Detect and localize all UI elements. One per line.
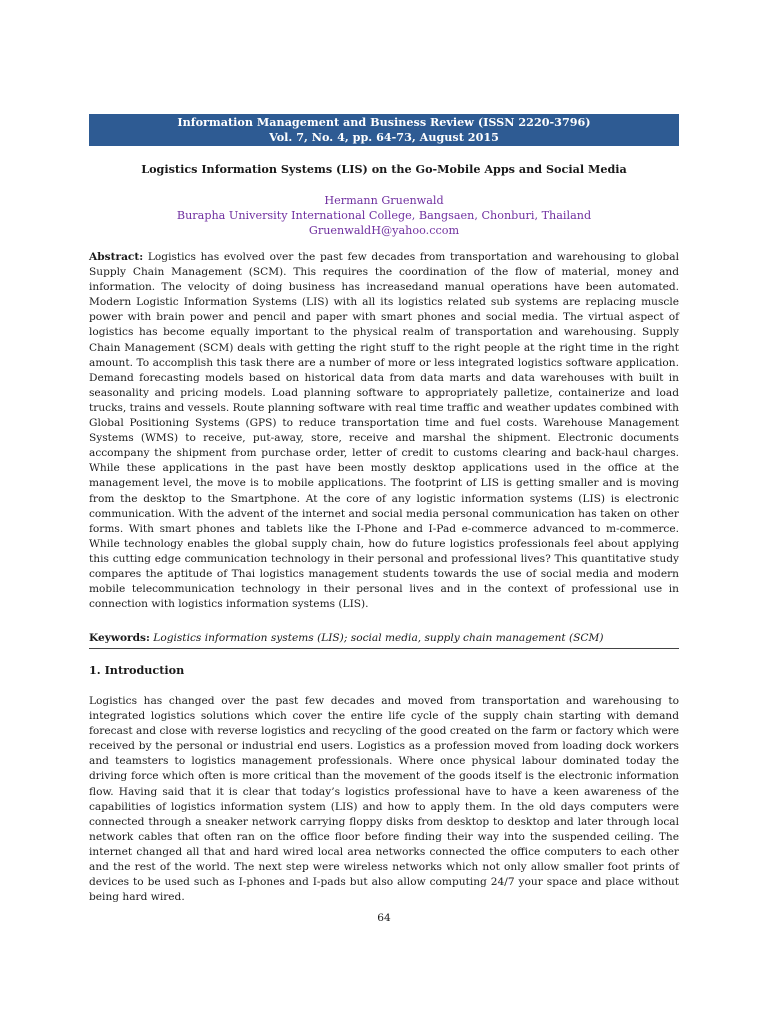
introduction-paragraph: Logistics has changed over the past few decades and moved from transportation and warehousing to integrated logistics solutions which cover the entire life cycle of the supply chain starting with demand forecast and close with reverse logistics and recycling of the good created on the farm or factory which were received by the personal or industrial end users. Logistics as a profession moved from loading dock workers and teamsters to logistics management professionals. Where once physical labour dominated today the driving force which often is more critical than the movement of the goods itself is the electronic information flow. Having said that it is clear that today’s logistics professional have to have a keen awareness of the capabilities of logistics information system (LIS) and how to apply them. In the old days computers were connected through a sneaker network carrying floppy disks from desktop to desktop and later through local network cables that often ran on the office floor before finding their way into the suspended ceiling. The internet changed all that and hard wired local area networks connected the office computers to each other and the rest of the world. The next step were wireless networks which not only allow smaller foot prints of devices to be used such as I-phones and I-pads but also allow computing 24/7 your space and place without being hard wired. (89, 695, 679, 904)
paper-title: Logistics Information Systems (LIS) on the Go-Mobile Apps and Social Media (141, 162, 627, 176)
author-email: GruenwaldH@yahoo.ccom (308, 224, 460, 237)
author-block (89, 193, 679, 238)
journal-name: Information Management and Business Review (ISSN 2220-3796) (177, 115, 591, 129)
keywords-line (89, 631, 679, 649)
author-affiliation: Burapha University International College, Bangsaen, Chonburi, Thailand (176, 209, 592, 222)
section-heading-introduction: 1. Introduction (89, 663, 185, 677)
journal-volume: Vol. 7, No. 4, pp. 64-73, August 2015 (269, 130, 499, 144)
abstract-text: Logistics has evolved over the past few decades from transportation and warehousing to global Supply Chain Management (SCM). This requires the coordination of the flow of material, money and information. The velocity of doing business has increasedand manual operations have been automated. Modern Logistic Information Systems (LIS) with all its logistics related sub systems are replacing muscle power with brain power and pencil and paper with smart phones and social media. The virtual aspect of logistics has become equally important to the physical realm of transportation and warehousing. Supply Chain Management (SCM) deals with getting the right stuff to the right people at the right time in the right amount. To accomplish this task there are a number of more or less integrated logistics software application. Demand forecasting models based on historical data from data marts and data warehouses with built in seasonality and pricing models. Load planning software to appropriately palletize, containerize and load trucks, trains and vessels. Route planning software with real time traffic and weather updates combined with Global Positioning Systems (GPS) to reduce transportation time and fuel costs. Warehouse Management Systems (WMS) to receive, put-away, store, receive and marshal the shipment. Electronic documents accompany the shipment from purchase order, letter of credit to customs clearing and back-haul charges. While these applications in the past have been mostly desktop applications used in the office at the management level, the move is to mobile applications. The footprint of LIS is getting smaller and is moving from the desktop to the Smartphone. At the core of any logistic information systems (LIS) is electronic communication. With the advent of the internet and social media personal communication has taken on other forms. With smart phones and tablets like the I-Phone and I-Pad e-commerce advanced to m-commerce. While technology enables the global supply chain, how do future logistics professionals feel about applying this cutting edge communication technology in their personal and professional lives? This quantitative study compares the aptitude of Thai logistics management students towards the use of social media and modern mobile telecommunication technology in their personal lives and in the context of professional use in connection with logistics information systems (LIS). (89, 251, 679, 611)
abstract-label: Abstract: (89, 251, 144, 263)
abstract-paragraph (89, 250, 679, 612)
page-number: 64 (377, 912, 391, 924)
journal-header-banner (89, 114, 679, 146)
keywords-label: Keywords: (89, 632, 150, 644)
author-name: Hermann Gruenwald (324, 194, 444, 207)
keywords-text: Logistics information systems (LIS); social media, supply chain management (SCM) (149, 632, 604, 644)
